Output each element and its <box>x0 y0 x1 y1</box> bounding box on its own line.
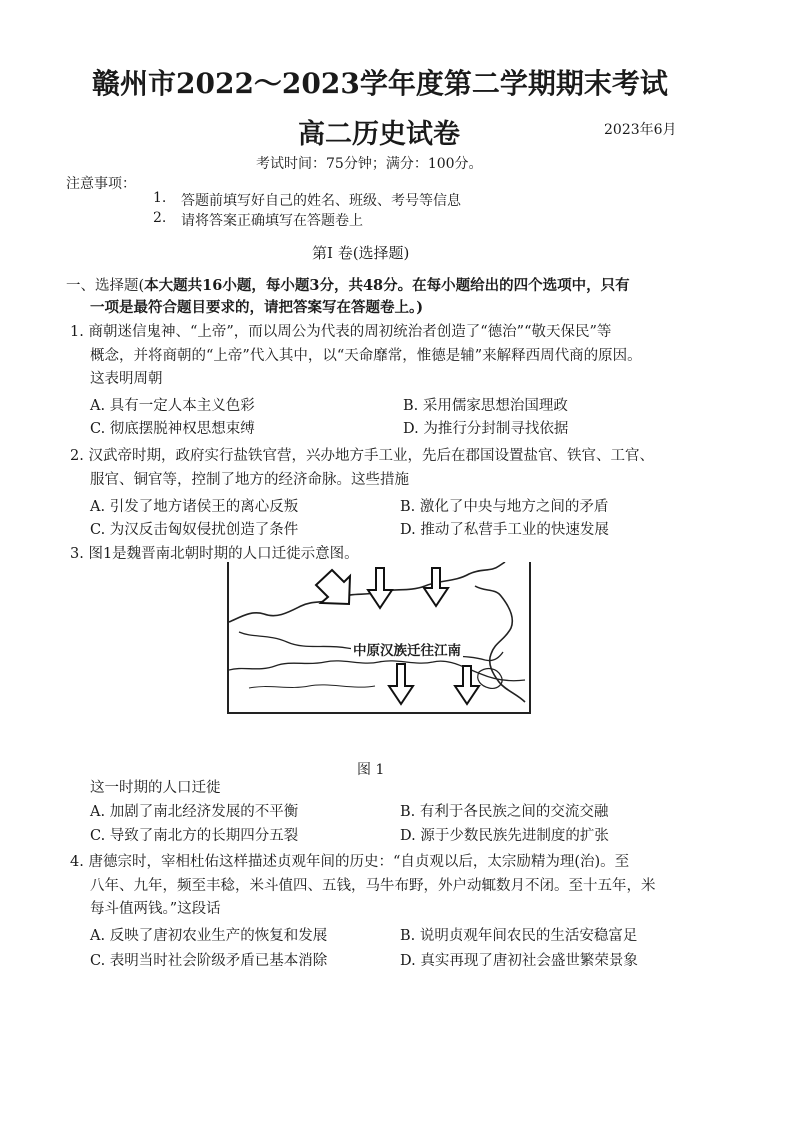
question-1-option-c[interactable]: C. 彻底摆脱神权思想束缚 <box>90 421 255 437</box>
notice-item <box>0 210 793 230</box>
question-1-line: 这表明周朝 <box>90 371 163 387</box>
question-2-option-d[interactable]: D. 推动了私营手工业的快速发展 <box>400 522 609 538</box>
question-4-line: 八年、九年，频至丰稔，米斗值四、五钱，马牛布野，外户动辄数月不闭。至十五年，米 <box>90 878 656 894</box>
question-2-option-a[interactable]: A. 引发了地方诸侯王的离心反叛 <box>90 499 299 515</box>
question-1-option-a[interactable]: A. 具有一定人本主义色彩 <box>90 398 255 414</box>
migration-map-drawing <box>229 562 529 712</box>
migration-map <box>227 562 531 714</box>
question-2-option-c[interactable]: C. 为汉反击匈奴侵扰创造了条件 <box>90 522 299 538</box>
question-1-line: 1. 商朝迷信鬼神、“上帝”，而以周公为代表的周初统治者创造了“德治”“敬天保民”等 <box>70 324 612 340</box>
exam-date: 2023年6月 <box>604 122 677 138</box>
section-instruction-line2: 一项是最符合题目要求的，请把答案写在答题卷上。) <box>90 299 424 316</box>
migration-arrow-icon <box>316 570 350 604</box>
question-3-line: 这一时期的人口迁徙 <box>90 780 221 796</box>
question-2-line: 2. 汉武帝时期，政府实行盐铁官营，兴办地方手工业，先后在郡国设置盐官、铁官、工官、 <box>70 448 654 464</box>
exam-subtitle: 高二历史试卷 <box>298 119 460 150</box>
migration-arrow-icon <box>389 664 413 704</box>
notice-item-text: 请将答案正确填写在答题卷上 <box>181 213 363 229</box>
question-3-option-d[interactable]: D. 源于少数民族先进制度的扩张 <box>400 828 609 844</box>
notice-item-number: 2. <box>153 210 167 226</box>
question-1-option-d[interactable]: D. 为推行分封制寻找依据 <box>403 421 569 437</box>
question-3-option-b[interactable]: B. 有利于各民族之间的交流交融 <box>400 804 609 820</box>
question-1-line: 概念，并将商朝的“上帝”代入其中，以“天命靡常，惟德是辅”来解释西周代商的原因。 <box>90 348 642 364</box>
migration-arrow-icon <box>368 568 392 608</box>
notice-item-number: 1. <box>153 190 167 206</box>
exam-info: 考试时间：75分钟；满分：100分。 <box>256 156 483 172</box>
migration-arrow-icon <box>424 568 448 606</box>
map-label: 中原汉族迁往江南 <box>351 639 463 659</box>
question-3-option-c[interactable]: C. 导致了南北方的长期四分五裂 <box>90 828 299 844</box>
exam-title: 赣州市2022～2023学年度第二学期期末考试 <box>92 67 668 100</box>
question-4-option-d[interactable]: D. 真实再现了唐初社会盛世繁荣景象 <box>400 953 638 969</box>
question-4-option-b[interactable]: B. 说明贞观年间农民的生活安稳富足 <box>400 928 638 944</box>
section-instruction-line1 <box>66 274 630 295</box>
question-2-option-b[interactable]: B. 激化了中央与地方之间的矛盾 <box>400 499 609 515</box>
question-4-option-c[interactable]: C. 表明当时社会阶级矛盾已基本消除 <box>90 953 328 969</box>
question-2-line: 服官、铜官等，控制了地方的经济命脉。这些措施 <box>90 472 409 488</box>
question-3-option-a[interactable]: A. 加剧了南北经济发展的不平衡 <box>90 804 299 820</box>
question-4-line: 每斗值两钱。”这段话 <box>90 901 221 917</box>
section-title: 第I 卷(选择题) <box>312 244 410 262</box>
question-4-line: 4. 唐德宗时，宰相杜佑这样描述贞观年间的历史：“自贞观以后，太宗励精为理(治)。至 <box>70 854 630 870</box>
figure-caption: 图 1 <box>357 762 385 778</box>
section-instruction-lead: 一、选择题( <box>66 278 145 294</box>
question-4-option-a[interactable]: A. 反映了唐初农业生产的恢复和发展 <box>90 928 328 944</box>
notice-item <box>0 190 793 210</box>
question-3-line: 3. 图1是魏晋南北朝时期的人口迁徙示意图。 <box>70 546 359 562</box>
question-1-option-b[interactable]: B. 采用儒家思想治国理政 <box>403 398 568 414</box>
notice-item-text: 答题前填写好自己的姓名、班级、考号等信息 <box>181 193 461 209</box>
section-instruction-bold: 本大题共16小题，每小题3分，共48分。在每小题给出的四个选项中，只有 <box>144 277 630 294</box>
notice-label: 注意事项： <box>66 176 136 192</box>
